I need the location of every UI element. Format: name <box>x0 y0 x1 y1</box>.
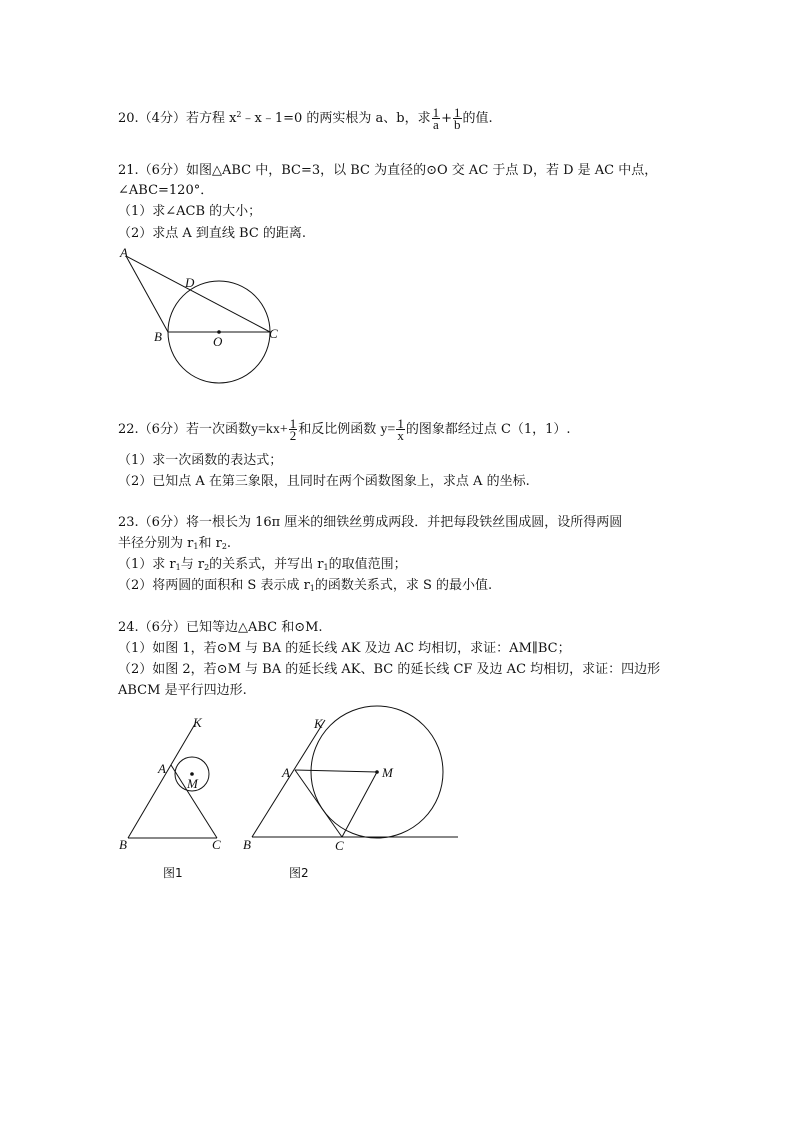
q22-tail: 的图象都经过点 C（1，1）. <box>405 422 571 437</box>
q23-item1-b: 与 r <box>180 557 205 572</box>
q21-item2: （2）求点 A 到直线 BC 的距离. <box>118 226 307 241</box>
q24-item2: （2）如图 2，若⊙M 与 BA 的延长线 AK、BC 的延长线 CF 及边 AC 均相切，求证：四边形 <box>118 662 661 677</box>
fig2-label-k: K <box>314 716 323 731</box>
q24-figure-1 <box>115 712 230 887</box>
fig1-caption: 图1 <box>163 866 183 880</box>
fig1-label-k: K <box>193 715 202 730</box>
fig2-label-m: M <box>382 765 393 780</box>
q23-item1-sub1: 1 <box>175 563 181 572</box>
q21-label-d: D <box>185 275 195 290</box>
q21-line1: 21.（6分）如图△ABC 中，BC=3，以 BC 为直径的⊙O 交 AC 于点 D，若 D 是 AC 中点， <box>118 163 658 178</box>
fig1-label-m: M <box>187 776 198 791</box>
q23-item1-d: 的取值范围； <box>328 557 407 572</box>
q20-plus: + <box>441 111 453 126</box>
q23-item1-sub2: 2 <box>204 563 210 572</box>
q20-head: 20.（4分）若方程 x <box>118 111 237 126</box>
q23-line2-c: . <box>226 536 232 551</box>
q23-line2-sub2: 2 <box>221 542 227 551</box>
q23-item1-a: （1）求 r <box>118 557 176 572</box>
q22-inverse: y= <box>380 422 396 437</box>
q22-if-numerator: 1 <box>397 416 404 431</box>
q23-line2-a: 半径分别为 r <box>118 536 194 551</box>
q20-f1-numerator: 1 <box>432 105 440 120</box>
q22-lf-numerator: 1 <box>289 416 297 431</box>
fig1-label-a: A <box>158 761 166 776</box>
q24-figure-2 <box>238 704 460 887</box>
q23-item2-a: （2）将两圆的面积和 S 表示成 r <box>118 578 310 593</box>
q22-head: 22.（6分）若一次函数 <box>118 422 251 437</box>
fig2-caption: 图2 <box>289 866 309 880</box>
fig2-line-cm <box>342 772 377 837</box>
fig2-label-b: B <box>243 837 251 852</box>
q21-figure <box>112 242 302 387</box>
q21-line2: ∠ABC=120°． <box>118 183 214 198</box>
fig2-label-a: A <box>282 765 290 780</box>
q23-line1: 23.（6分）将一根长为 16π 厘米的细铁丝剪成两段．并把每段铁丝围成圆，设所得两圆 <box>118 515 623 530</box>
q20-tail: 的值. <box>462 111 493 126</box>
fig1-label-c: C <box>212 837 221 852</box>
q24-item2b: ABCM 是平行四边形. <box>118 683 247 698</box>
q23-item2 <box>118 577 492 598</box>
q24-item1: （1）如图 1，若⊙M 与 BA 的延长线 AK 及边 AC 均相切，求证：AM∥BC； <box>118 641 571 656</box>
q23-item1 <box>118 556 407 577</box>
q22-linear-fraction <box>289 418 298 441</box>
q22-item2: （2）已知点 A 在第三象限，且同时在两个函数图象上，求点 A 的坐标. <box>118 474 530 489</box>
q23-line2 <box>118 535 231 556</box>
q20-f2-numerator: 1 <box>454 105 461 120</box>
q22-if-denominator: x <box>397 428 404 443</box>
q22-item1: （1）求一次函数的表达式； <box>118 453 283 468</box>
q20-mid: ﹣x﹣1=0 的两实根为 a、b，求 <box>241 111 431 126</box>
q23-item1-sub3: 1 <box>323 563 329 572</box>
q20-line <box>118 106 493 130</box>
fig2-center-dot <box>375 770 379 774</box>
q20-fraction-2 <box>453 107 462 130</box>
q21-item1: （1）求∠ACB 的大小； <box>118 204 262 219</box>
q22-linear: y=kx+ <box>250 422 288 437</box>
q21-label-c: C <box>269 326 278 341</box>
q20-exponent: 2 <box>236 110 242 119</box>
q21-line-ac <box>126 256 270 332</box>
fig2-label-c: C <box>335 838 344 853</box>
q22-inverse-fraction <box>396 418 405 441</box>
q22-line <box>118 418 571 441</box>
q23-line2-sub1: 1 <box>193 542 199 551</box>
q23-item1-c: 的关系式，并写出 r <box>209 557 324 572</box>
q23-item2-sub1: 1 <box>309 584 315 593</box>
q21-label-o: O <box>213 334 223 349</box>
q20-f2-denominator: b <box>454 117 461 132</box>
q20-f1-denominator: a <box>432 117 439 132</box>
q22-mid: 和反比例函数 <box>298 422 377 437</box>
fig2-line-am <box>295 770 377 772</box>
q23-item2-b: 的函数关系式，求 S 的最小值. <box>314 578 493 593</box>
fig1-line-bk <box>128 724 195 838</box>
q22-lf-denominator: 2 <box>289 428 297 443</box>
q21-label-b: B <box>154 329 162 344</box>
q20-fraction-1 <box>432 107 441 130</box>
q23-line2-b: 和 r <box>198 536 222 551</box>
q24-line1: 24.（6分）已知等边△ABC 和⊙M. <box>118 620 323 635</box>
fig1-label-b: B <box>119 837 127 852</box>
q21-label-a: A <box>120 245 128 260</box>
